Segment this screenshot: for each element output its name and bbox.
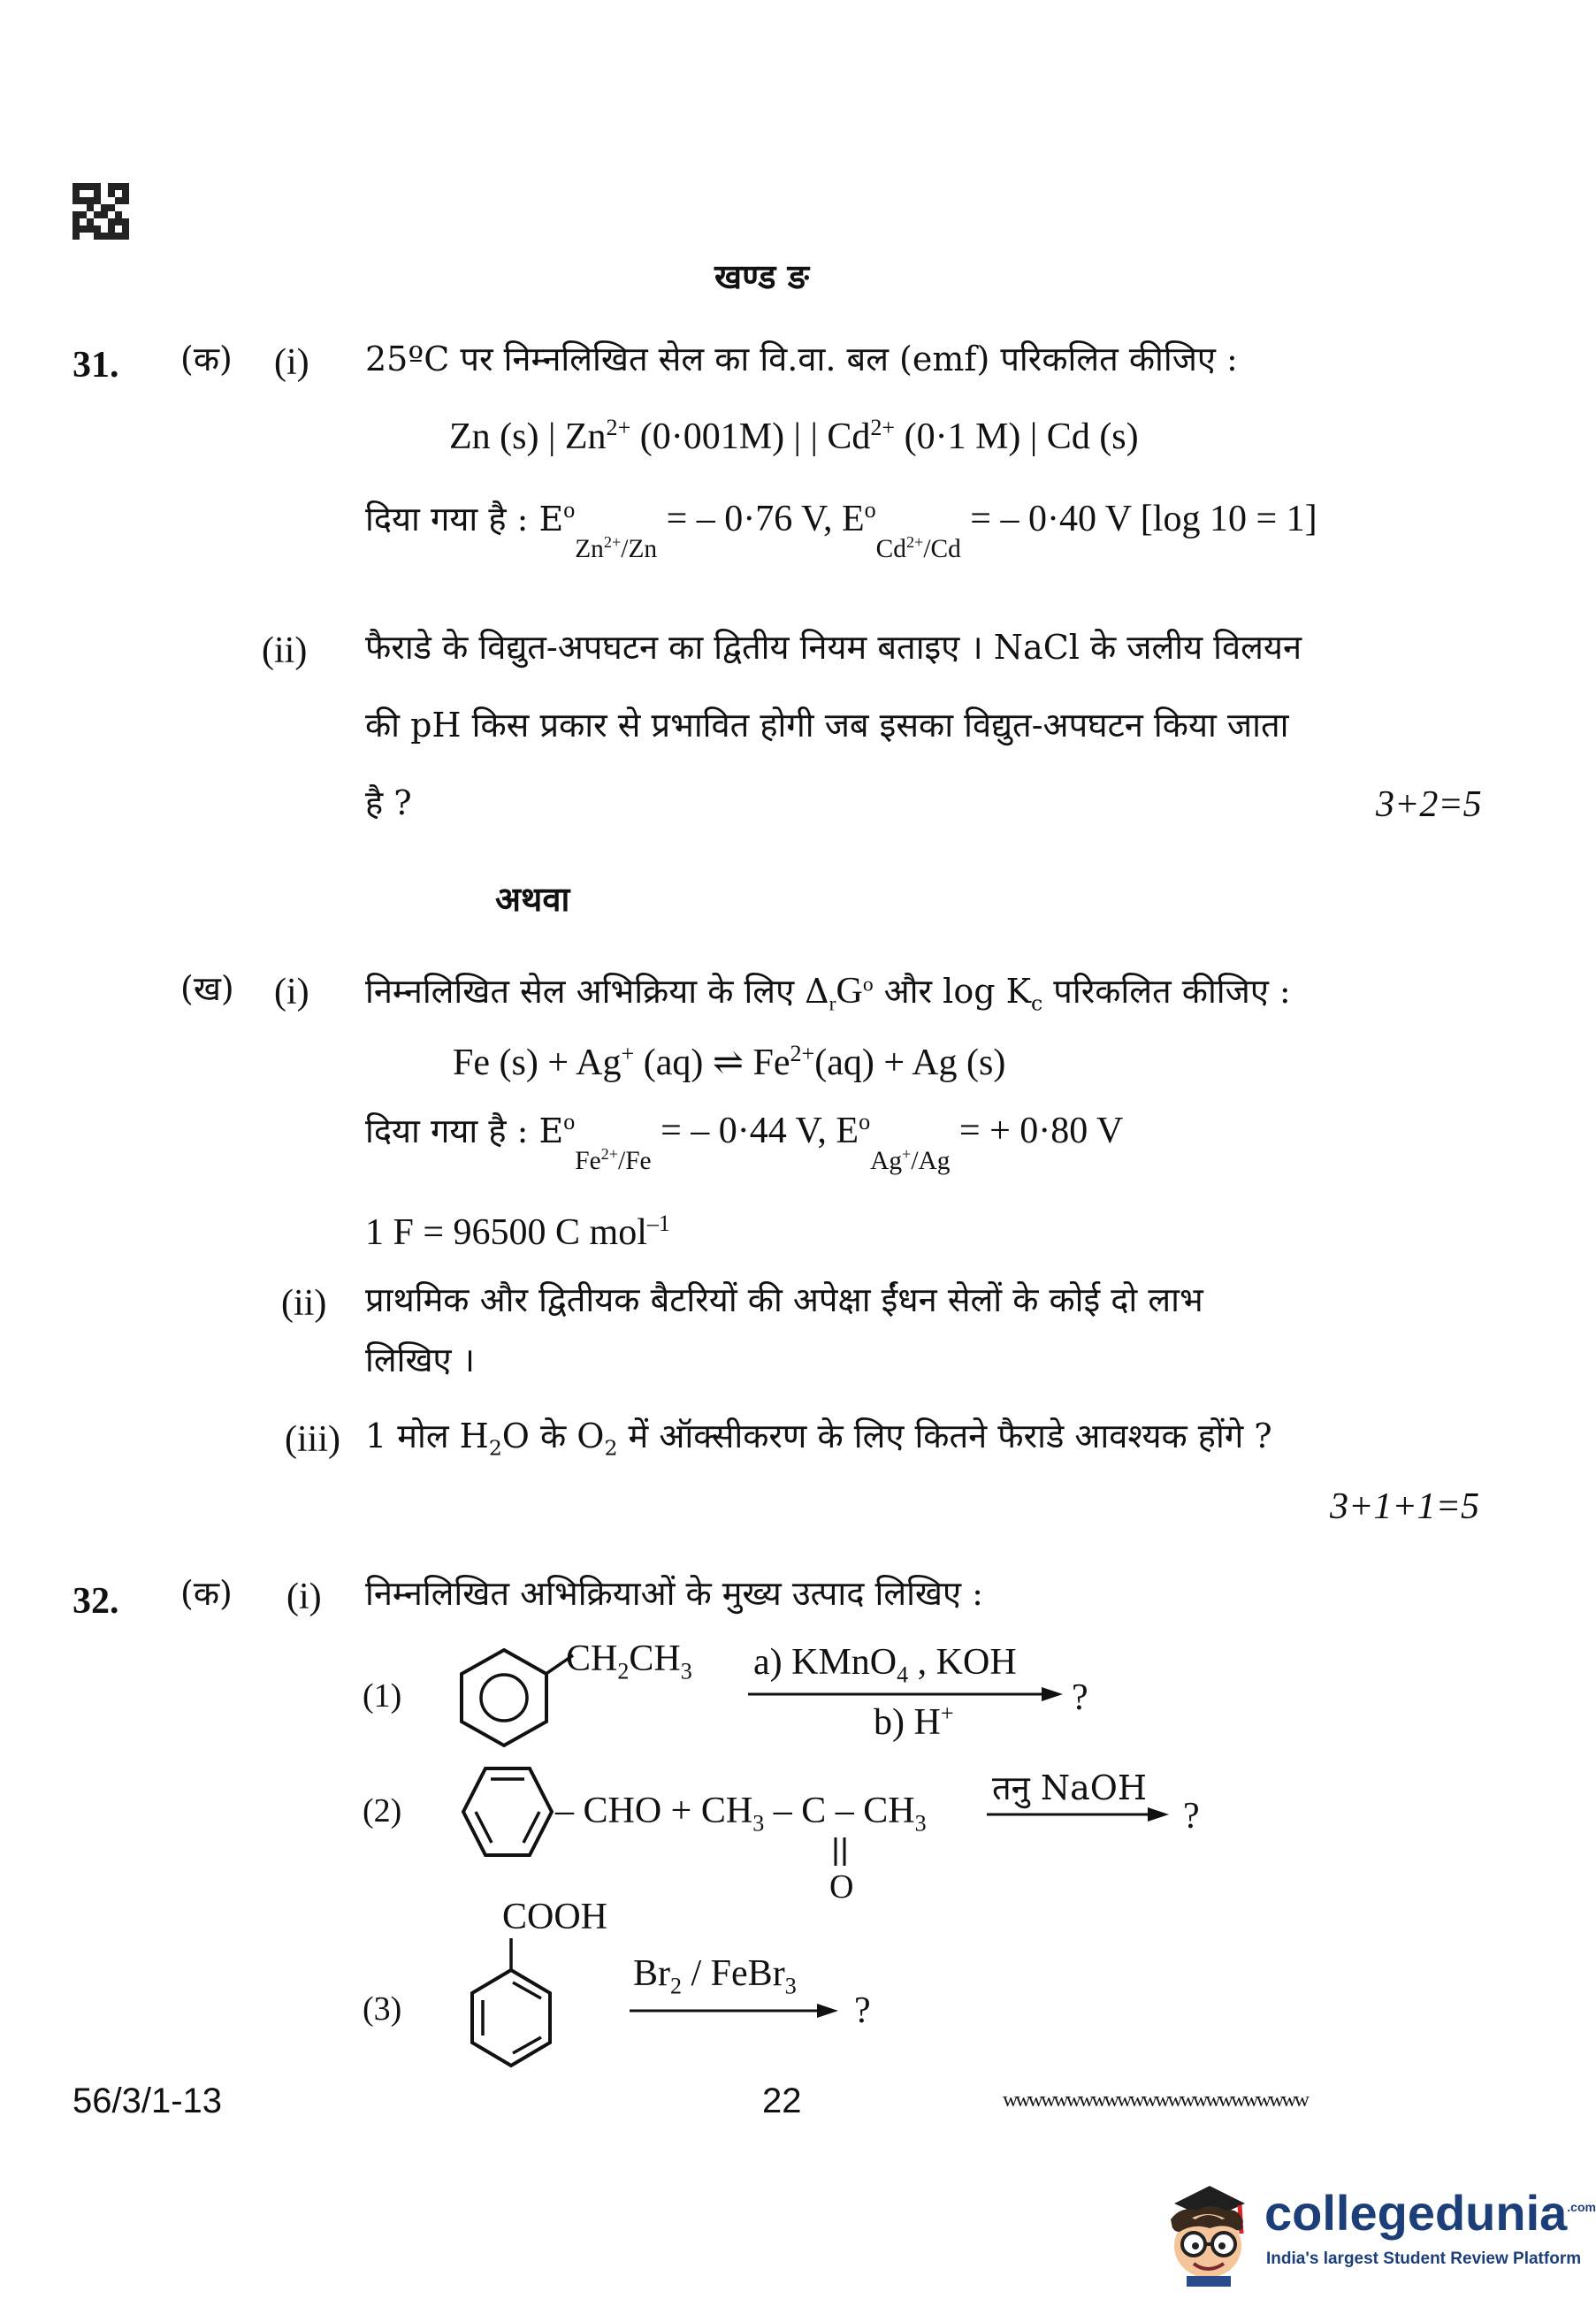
q31-b-iii-text: 1 मोल $H_2O$ के $O_2$ में ऑक्सीकरण के लिए कितने फैराडे आवश्यक होंगे ? [365,1417,1272,1461]
qr-module [101,218,108,225]
reaction-2-label: (2) [363,1792,402,1829]
qr-module [80,211,87,218]
q31-b-i-label: (i) [274,972,309,1012]
qr-module [94,225,101,233]
qr-module [101,204,108,211]
qr-module [94,183,101,190]
q32-part-a-label: (क) [180,1574,233,1613]
qr-module [94,211,101,218]
q31-a-ii-line2: की pH किस प्रकार से प्रभावित होगी जब इसका विद्युत-अपघटन किया जाता [365,706,1289,745]
q31-given-potentials: दिया गया है : $E^oZn^{2+}/Zn$ = – 0·76 V, $E^oCd^{2+}/Cd$ = – 0·40 V [log 10 = 1] [365,497,1317,563]
qr-module [80,218,87,225]
qr-module [87,225,94,233]
q31-a-ii-line3: है ? [365,783,412,822]
qr-module [122,218,129,225]
q31-a-ii-label: (ii) [262,630,308,671]
q31-b-ii-label: (ii) [281,1283,327,1324]
qr-module [108,211,115,218]
qr-module [73,218,80,225]
qr-module [122,225,129,233]
qr-module [94,204,101,211]
q31-a-ii-line1: फैराडे के विद्युत-अपघटन का द्वितीय नियम बताइए । NaCl के जलीय विलयन [365,628,1302,667]
wavy-line: wwwwwwwwwwwwwwwwwwwwwwww [1003,2089,1307,2112]
qr-module [80,197,87,204]
logo-wordmark: collegedunia$^{.com}$ [1264,2185,1596,2241]
qr-module [94,218,101,225]
qr-module [101,183,108,190]
qr-module [108,233,115,240]
qr-module [73,204,80,211]
qr-module [73,225,80,233]
reaction-3-product: ? [854,1990,871,2031]
qr-module [108,197,115,204]
reaction-1-reagent-top: a) KMnO$_4$ , KOH [753,1642,1017,1688]
qr-module [122,190,129,197]
benzene-ring-3 [467,1967,555,2069]
qr-module [122,183,129,190]
cell-notation: Zn (s) | $Zn^{2+}$ (0·001M) | | $Cd^{2+}$ (0·1 M) | Cd (s) [449,415,1139,457]
qr-module [101,233,108,240]
reaction-3-arrow [630,2002,842,2020]
q31-a-i-label: (i) [274,342,309,383]
qr-module [94,233,101,240]
qr-module [108,190,115,197]
qr-module [122,197,129,204]
qr-module [80,204,87,211]
qr-module [87,183,94,190]
q31-part-a-label: (क) [180,340,233,378]
qr-module [94,190,101,197]
carboxyl-bond [502,1938,520,1970]
qr-module [115,197,122,204]
q31-b-iii-label: (iii) [285,1419,340,1460]
carboxyl-group: COOH [502,1897,608,1937]
qr-module [108,218,115,225]
qr-module [80,225,87,233]
qr-module [101,225,108,233]
reaction-3-reagent: $Br_2$ / FeBr$_3$ [633,1953,797,1999]
reaction-2-product: ? [1183,1796,1200,1837]
qr-module [87,190,94,197]
qr-module [87,211,94,218]
q32-i-text: निम्नलिखित अभिक्रियाओं के मुख्य उत्पाद लिखिए : [365,1574,983,1613]
reaction-2-reactants: – CHO + $CH_3$ – C – $CH_3$ [555,1791,927,1837]
ethyl-group: $CH_2CH_3$ [566,1638,692,1684]
question-31-number: 31. [73,345,119,386]
qr-code [73,183,129,240]
qr-module [73,233,80,240]
reaction-2-arrow [987,1806,1172,1823]
qr-module [73,190,80,197]
qr-module [80,183,87,190]
qr-module [87,218,94,225]
qr-module [101,190,108,197]
qr-module [115,204,122,211]
q32-i-label: (i) [286,1577,322,1617]
q31-a-i-text: 25ºC पर निम्नलिखित सेल का वि.वा. बल (emf) परिकलित कीजिए : [365,340,1238,378]
collegedunia-mascot-icon [1155,2170,1261,2287]
qr-module [108,183,115,190]
qr-module [101,211,108,218]
q31-b-marks: 3+1+1=5 [1330,1486,1480,1527]
qr-module [73,183,80,190]
carbonyl-double-bond [831,1834,849,1869]
reaction-1-label: (1) [363,1677,402,1715]
q31-a-marks: 3+2=5 [1376,784,1482,825]
q31-b-i-text: निम्नलिखित सेल अभिक्रिया के लिए $\Delta_rG^o$ और $\log K_c$ परिकलित कीजिए : [365,971,1291,1016]
qr-module [115,211,122,218]
qr-module [73,197,80,204]
benzene-ring-2 [454,1763,561,1860]
reaction-1-arrow [748,1685,1066,1703]
qr-module [87,233,94,240]
cell-reaction-equation: Fe (s) + Ag+ (aq) ⇌ $Fe^{2+}(aq) + Ag$ (s) [453,1041,1006,1083]
or-separator: अथवा [495,879,570,919]
reaction-3-label: (3) [363,1990,402,2028]
qr-module [122,233,129,240]
qr-module [101,197,108,204]
qr-module [115,183,122,190]
qr-module [115,233,122,240]
qr-module [115,190,122,197]
carbonyl-oxygen: O [829,1868,854,1906]
faraday-constant: 1 F = 96500 C mol$^{-1}$ [365,1211,670,1253]
qr-module [115,218,122,225]
reaction-1-product: ? [1072,1677,1088,1718]
q31-b-ii-line2: लिखिए । [365,1340,476,1379]
section-title: खण्ड ङ [714,256,809,296]
qr-module [87,204,94,211]
logo-tagline: India's largest Student Review Platform [1266,2249,1582,2268]
q31-b-ii-line1: प्राथमिक और द्वितीयक बैटरियों की अपेक्षा ईंधन सेलों के कोई दो लाभ [365,1280,1203,1319]
qr-module [122,211,129,218]
qr-module [122,204,129,211]
qr-module [115,225,122,233]
question-32-number: 32. [73,1581,119,1622]
q31-b-given-potentials: दिया गया है : $E^oFe^{2+}/Fe$ = – 0·44 V, $E^oAg^+/Ag$ = + 0·80 V [365,1109,1124,1175]
qr-module [80,233,87,240]
qr-module [73,211,80,218]
qr-module [80,190,87,197]
page-number: 22 [762,2081,802,2120]
paper-code: 56/3/1-13 [73,2081,223,2120]
qr-module [94,197,101,204]
reaction-1-reagent-bottom: b) H+ [874,1700,954,1743]
qr-module [108,225,115,233]
reaction-2-reagent: तनु NaOH [992,1768,1148,1807]
qr-module [108,204,115,211]
q31-part-b-label: (ख) [180,969,234,1008]
qr-module [87,197,94,204]
